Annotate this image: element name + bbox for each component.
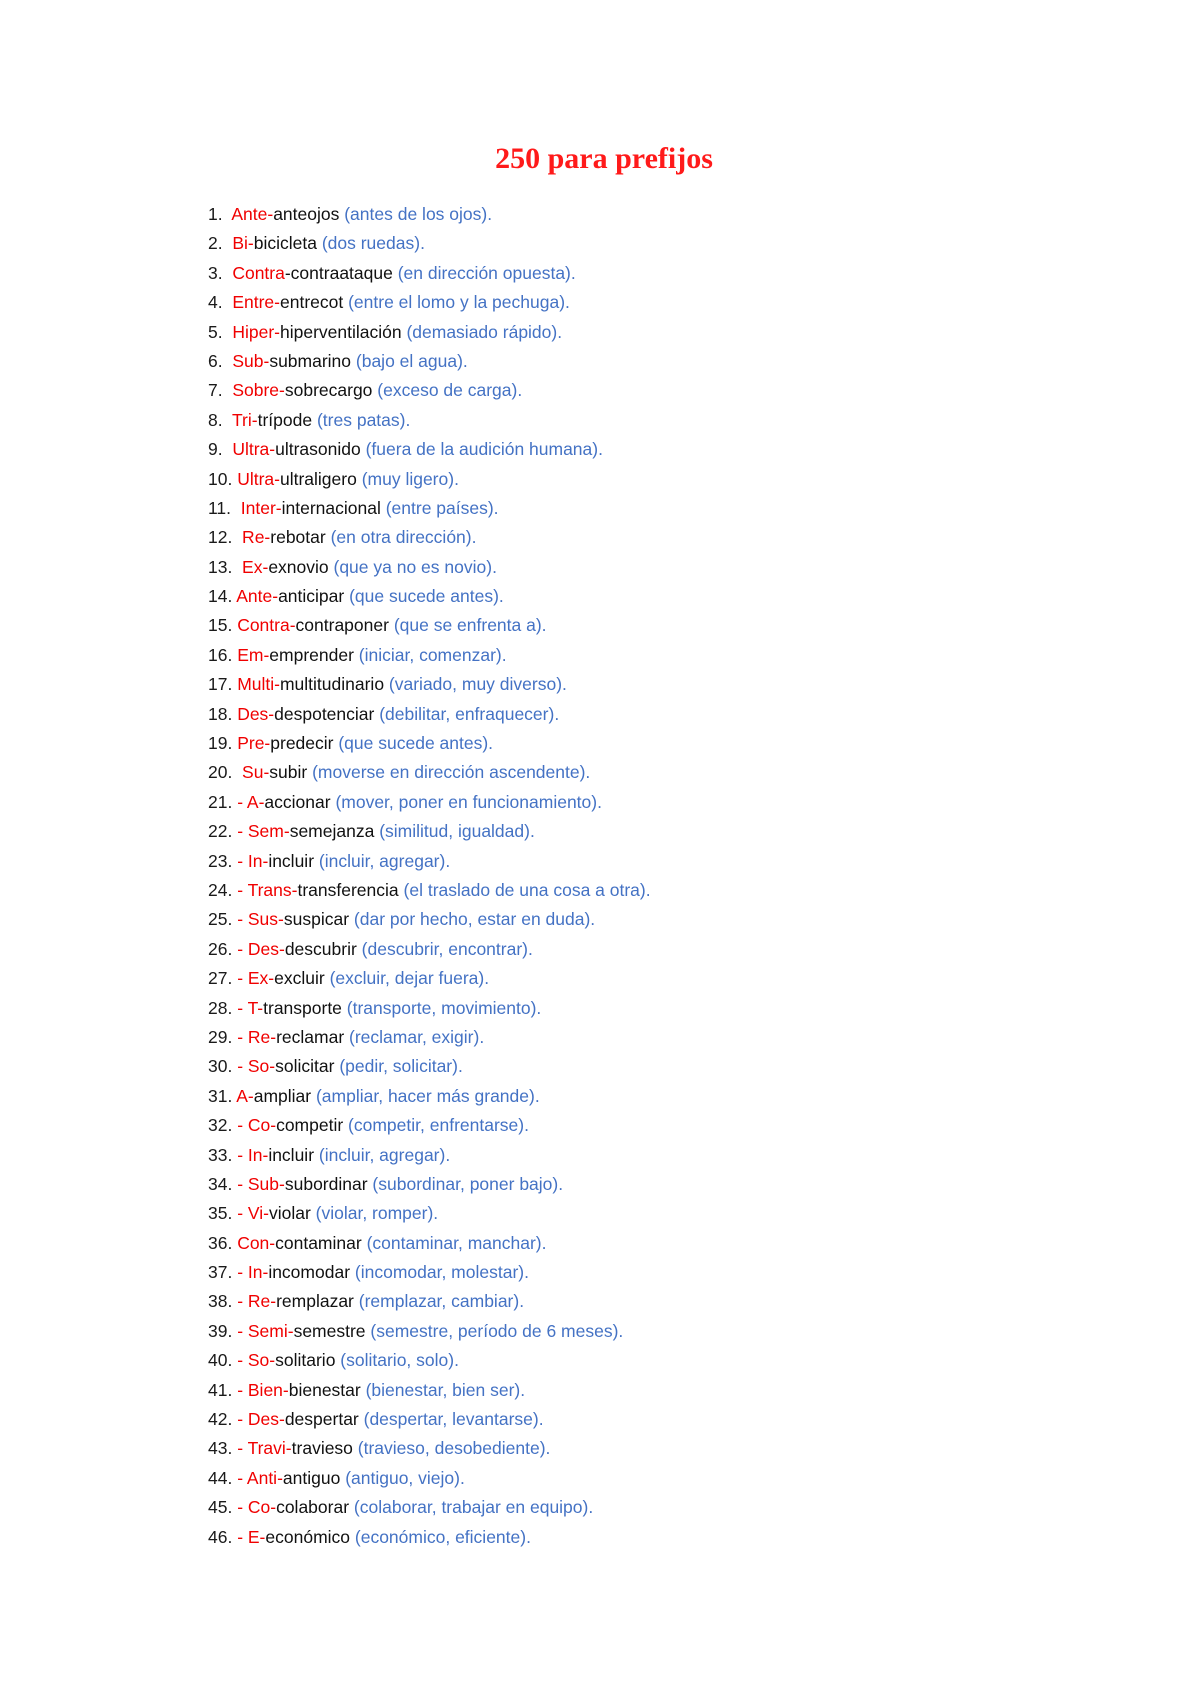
item-number: 39. [208,1320,233,1341]
meaning-text: (bajo el agua). [355,350,468,371]
prefix-text: Entre- [222,292,280,313]
list-item [208,347,651,376]
prefix-text: Ex- [232,556,269,577]
prefix-text: Ante- [232,586,279,607]
item-number: 9. [208,439,223,460]
example-word: bicicleta [253,233,322,254]
item-number: 43. [208,1438,233,1459]
prefix-text: - Re- [232,1291,277,1312]
item-number: 14. [208,586,233,607]
list-item [208,1493,651,1522]
list-item [208,1170,651,1199]
meaning-text: (mover, poner en funcionamiento). [335,791,602,812]
prefix-text: - A- [232,791,265,812]
example-word: incomodar [268,1262,355,1283]
example-word: predecir [270,733,339,754]
example-word: exnovio [268,556,334,577]
example-word: despotenciar [274,703,380,724]
meaning-text: (económico, eficiente). [354,1526,531,1547]
meaning-text: (solitario, solo). [340,1350,459,1371]
example-word: incluir [268,1144,319,1165]
prefix-text: - Co- [232,1497,277,1518]
item-number: 41. [208,1379,233,1400]
item-number: 23. [208,850,233,871]
prefix-text: - So- [232,1056,276,1077]
list-item [208,700,651,729]
example-word: trípode [257,409,317,430]
item-number: 11. [208,497,232,518]
list-item [208,1376,651,1405]
item-number: 13. [208,556,233,577]
list-item [208,318,651,347]
prefix-text: - Sem- [232,821,290,842]
prefix-text: Re- [232,527,271,548]
item-number: 44. [208,1467,233,1488]
prefix-text: Des- [232,703,275,724]
meaning-text: (violar, romper). [315,1203,439,1224]
item-number: 37. [208,1262,233,1283]
list-item [208,553,651,582]
example-word: anticipar [278,586,350,607]
list-item [208,935,651,964]
list-item [208,288,651,317]
meaning-text: (que sucede antes). [338,733,494,754]
item-number: 21. [208,791,233,812]
item-number: 30. [208,1056,233,1077]
item-number: 15. [208,615,233,636]
meaning-text: (entre el lomo y la pechuga). [348,292,570,313]
list-item [208,611,651,640]
item-number: 8. [208,409,223,430]
meaning-text: (iniciar, comenzar). [358,644,507,665]
meaning-text: (contaminar, manchar). [366,1232,547,1253]
item-number: 16. [208,644,233,665]
meaning-text: (subordinar, poner bajo). [372,1173,564,1194]
item-number: 22. [208,821,233,842]
meaning-text: (dos ruedas). [321,233,425,254]
item-number: 19. [208,733,233,754]
meaning-text: (muy ligero). [361,468,459,489]
example-word: incluir [268,850,319,871]
example-word: bienestar [288,1379,366,1400]
prefix-text: - So- [232,1350,276,1371]
list-item [208,758,651,787]
item-number: 24. [208,879,233,900]
item-number: 46. [208,1526,233,1547]
list-item [208,406,651,435]
example-word: ampliar [253,1085,316,1106]
prefix-text: Multi- [232,674,280,695]
example-word: suspicar [283,909,354,930]
meaning-text: (debilitar, enfraquecer). [379,703,560,724]
list-item [208,259,651,288]
list-item [208,1287,651,1316]
meaning-text: (tres patas). [316,409,411,430]
list-item [208,1082,651,1111]
example-word: subordinar [284,1173,373,1194]
meaning-text: (demasiado rápido). [406,321,563,342]
meaning-text: (en otra dirección). [330,527,477,548]
prefix-text: - Ex- [232,968,275,989]
item-number: 25. [208,909,233,930]
example-word: transporte [263,997,347,1018]
example-word: remplazar [276,1291,359,1312]
item-number: 7. [208,380,223,401]
item-number: 35. [208,1203,233,1224]
prefix-text: Contra [222,262,285,283]
prefix-text: Sobre- [222,380,285,401]
example-word: multitudinario [279,674,389,695]
list-item [208,1405,651,1434]
list-item [208,376,651,405]
prefix-text: - Semi- [232,1320,294,1341]
prefix-text: Inter- [231,497,282,518]
example-word: semestre [293,1320,371,1341]
list-item [208,1464,651,1493]
example-word: descubrir [284,938,362,959]
example-word: solicitar [275,1056,340,1077]
example-word: internacional [281,497,386,518]
item-number: 10. [208,468,233,489]
prefix-text: - In- [232,1262,269,1283]
meaning-text: (fuera de la audición humana). [365,439,603,460]
prefix-text: Hiper- [222,321,280,342]
meaning-text: (moverse en dirección ascendente). [312,762,591,783]
meaning-text: (despertar, levantarse). [363,1409,544,1430]
example-word: transferencia [297,879,404,900]
meaning-text: (travieso, desobediente). [357,1438,551,1459]
item-number: 27. [208,968,233,989]
example-word: solitario [275,1350,341,1371]
meaning-text: (exceso de carga). [377,380,523,401]
prefix-text: - Travi- [232,1438,292,1459]
list-item [208,817,651,846]
item-number: 3. [208,262,223,283]
prefix-text: Su- [232,762,270,783]
list-item [208,670,651,699]
item-number: 5. [208,321,223,342]
prefix-text: Ultra- [232,468,280,489]
example-word: travieso [291,1438,358,1459]
prefix-text: - Co- [232,1115,277,1136]
prefix-text: - Des- [232,938,285,959]
item-number: 4. [208,292,223,313]
example-word: ultrasonido [275,439,366,460]
list-item [208,1141,651,1170]
list-item [208,1346,651,1375]
prefix-text: - Sub- [232,1173,285,1194]
list-item [208,582,651,611]
prefix-text: - Re- [232,1026,277,1047]
meaning-text: (remplazar, cambiar). [358,1291,525,1312]
prefix-text: - Vi- [232,1203,269,1224]
item-number: 33. [208,1144,233,1165]
example-word: competir [276,1115,349,1136]
prefix-text: - E- [232,1526,266,1547]
prefix-text: - T- [232,997,264,1018]
example-word: violar [268,1203,316,1224]
item-number: 17. [208,674,233,695]
list-item [208,1434,651,1463]
meaning-text: (que se enfrenta a). [393,615,547,636]
example-word: semejanza [289,821,380,842]
meaning-text: (que sucede antes). [349,586,504,607]
prefix-text: - Anti- [232,1467,283,1488]
example-word: colaborar [276,1497,354,1518]
meaning-text: (colaborar, trabajar en equipo). [353,1497,594,1518]
prefix-text: - Des- [232,1409,285,1430]
list-item [208,1199,651,1228]
meaning-text: (antes de los ojos). [344,204,493,224]
item-number: 1. [208,204,223,224]
item-number: 26. [208,938,233,959]
list-item [208,200,651,229]
list-item [208,229,651,258]
list-item [208,876,651,905]
meaning-text: (antiguo, viejo). [345,1467,465,1488]
prefix-text: Ante- [222,204,274,224]
meaning-text: (competir, enfrentarse). [348,1115,529,1136]
prefix-text: Bi- [222,233,254,254]
meaning-text: (que ya no es novio). [333,556,497,577]
list-item [208,847,651,876]
item-number: 2. [208,233,223,254]
example-word: submarino [269,350,356,371]
meaning-text: (incluir, agregar). [318,1144,451,1165]
item-number: 38. [208,1291,233,1312]
list-item [208,1523,651,1552]
prefix-text: Sub- [222,350,270,371]
example-word: hiperventilación [279,321,407,342]
meaning-text: (entre países). [385,497,499,518]
page-title: 250 para prefijos [495,142,713,175]
item-number: 12. [208,527,233,548]
item-number: 18. [208,703,233,724]
prefix-text: - In- [232,850,269,871]
meaning-text: (incomodar, molestar). [354,1262,529,1283]
example-word: sobrecargo [284,380,378,401]
prefix-text: Tri- [222,409,258,430]
list-item [208,494,651,523]
meaning-text: (excluir, dejar fuera). [329,968,490,989]
list-item [208,1317,651,1346]
example-word: -contraataque [284,262,398,283]
list-item [208,964,651,993]
list-item [208,1023,651,1052]
prefix-list [208,200,651,1552]
example-word: reclamar [276,1026,350,1047]
prefix-text: Em- [232,644,270,665]
list-item [208,788,651,817]
list-item [208,465,651,494]
item-number: 29. [208,1026,233,1047]
example-word: económico [265,1526,355,1547]
example-word: accionar [264,791,336,812]
example-word: rebotar [270,527,331,548]
prefix-text: Con- [232,1232,276,1253]
meaning-text: (dar por hecho, estar en duda). [353,909,596,930]
list-item [208,1258,651,1287]
meaning-text: (similitud, igualdad). [379,821,535,842]
meaning-text: (semestre, período de 6 meses). [370,1320,624,1341]
prefix-text: Pre- [232,733,271,754]
prefix-text: Contra- [232,615,296,636]
item-number: 6. [208,350,223,371]
item-number: 42. [208,1409,233,1430]
item-number: 36. [208,1232,233,1253]
list-item [208,1111,651,1140]
meaning-text: (en dirección opuesta). [397,262,576,283]
example-word: excluir [274,968,330,989]
list-item [208,729,651,758]
meaning-text: (el traslado de una cosa a otra). [403,879,651,900]
prefix-text: A- [232,1085,254,1106]
prefix-text: - Trans- [232,879,298,900]
item-number: 28. [208,997,233,1018]
meaning-text: (variado, muy diverso). [388,674,567,695]
example-word: subir [269,762,313,783]
list-item [208,905,651,934]
example-word: emprender [269,644,359,665]
example-word: anteojos [273,204,345,224]
prefix-text: - Sus- [232,909,284,930]
example-word: contaminar [275,1232,367,1253]
list-item [208,523,651,552]
list-item [208,641,651,670]
meaning-text: (pedir, solicitar). [339,1056,463,1077]
list-item [208,435,651,464]
item-number: 45. [208,1497,233,1518]
example-word: despertar [284,1409,364,1430]
prefix-text: - In- [232,1144,269,1165]
item-number: 34. [208,1173,233,1194]
example-word: contraponer [295,615,394,636]
prefix-text: Ultra- [222,439,276,460]
example-word: antiguo [282,1467,346,1488]
list-item [208,1229,651,1258]
meaning-text: (incluir, agregar). [318,850,451,871]
item-number: 40. [208,1350,233,1371]
meaning-text: (reclamar, exigir). [349,1026,485,1047]
meaning-text: (bienestar, bien ser). [365,1379,526,1400]
list-item [208,994,651,1023]
example-word: entrecot [280,292,349,313]
meaning-text: (transporte, movimiento). [346,997,542,1018]
prefix-text: - Bien- [232,1379,289,1400]
meaning-text: (descubrir, encontrar). [361,938,533,959]
example-word: ultraligero [279,468,362,489]
item-number: 31. [208,1085,233,1106]
list-item [208,1052,651,1081]
item-number: 20. [208,762,233,783]
meaning-text: (ampliar, hacer más grande). [315,1085,540,1106]
item-number: 32. [208,1115,233,1136]
